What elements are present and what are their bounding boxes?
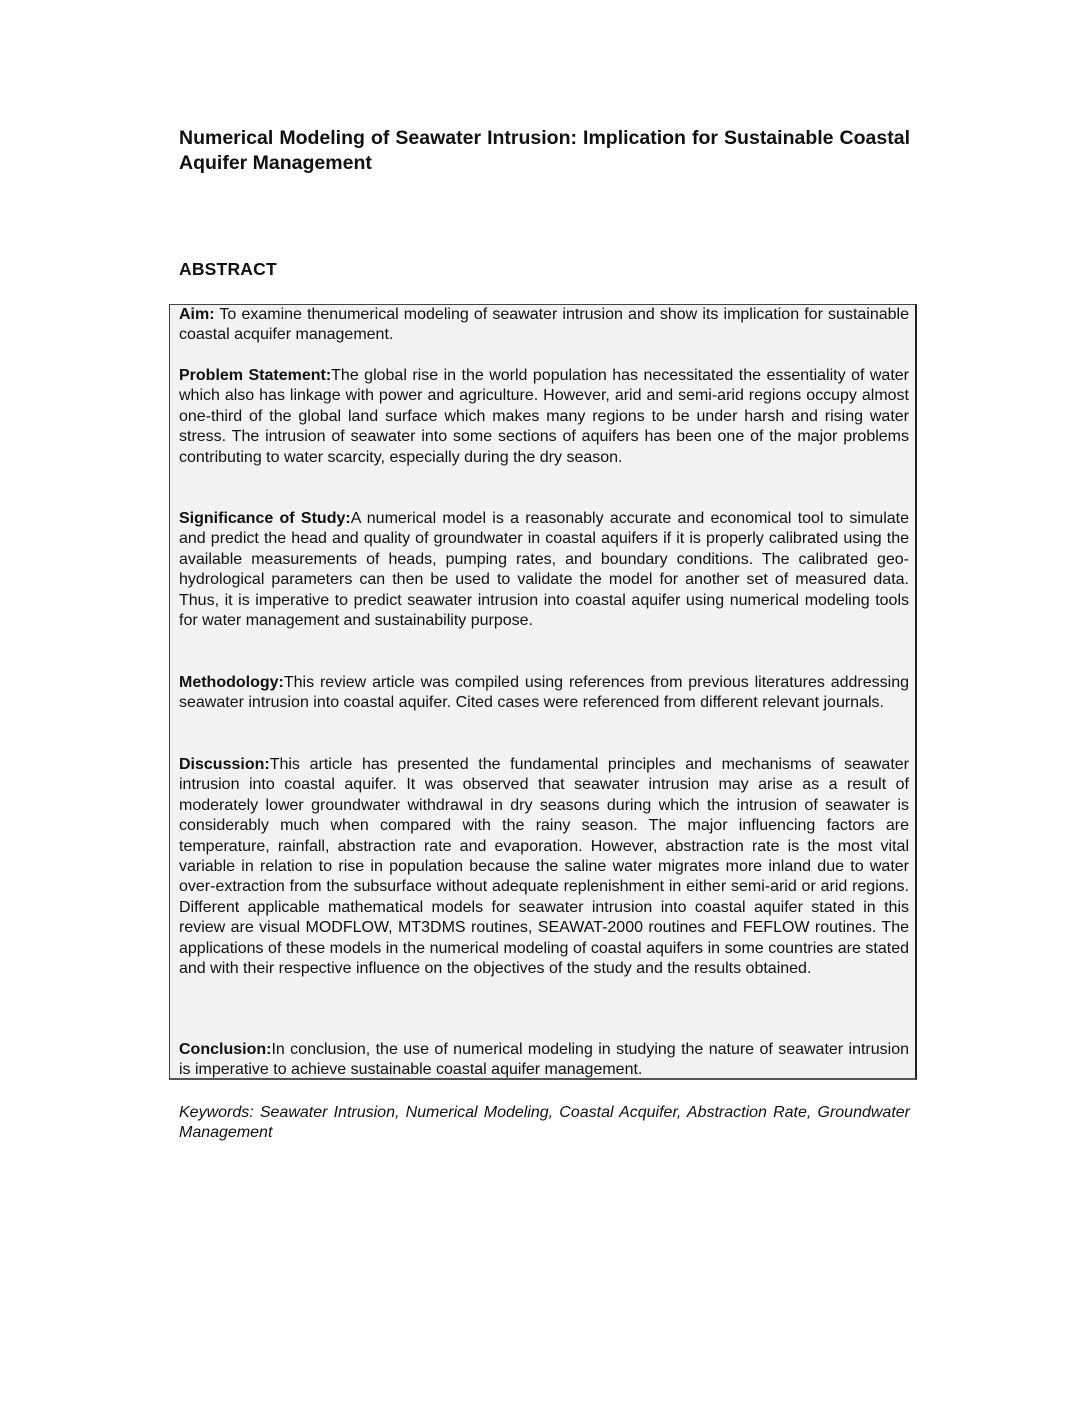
significance-label: Significance of Study:	[179, 510, 351, 527]
conclusion-label: Conclusion:	[179, 1041, 272, 1058]
abstract-heading: ABSTRACT	[179, 259, 277, 279]
abstract-box	[169, 304, 917, 1080]
methodology-text: This review article was compiled using references from previous literatures addressing seawater intrusion into coastal aquifer. Cited cases were referenced from different relevant journals.	[179, 674, 909, 712]
problem-statement-label: Problem Statement:	[179, 367, 332, 384]
problem-statement-text: The global rise in the world population has necessitated the essentiality of water which also has linkage with power and agriculture. However, arid and semi-arid regions occupy almost one-third of the global land surface which makes many regions to be under harsh and rising water stress. The intrusion of seawater into some sections of aquifers has been one of the major problems contributing to water scarcity, especially during the dry season.	[179, 367, 909, 466]
discussion-text: This article has presented the fundamental principles and mechanisms of seawater intrusion into coastal aquifer. It was observed that seawater intrusion may arise as a result of moderately lower groundwater withdrawal in dry seasons during which the intrusion of seawater is considerably much when compared with the rainy season. The major influencing factors are temperature, rainfall, abstraction rate and evaporation. However, abstraction rate is the most vital variable in relation to rise in population because the saline water migrates more inland due to water over-extraction from the subsurface without adequate replenishment in either semi-arid or arid regions. Different applicable mathematical models for seawater intrusion into coastal aquifer stated in this review are visual MODFLOW, MT3DMS routines, SEAWAT-2000 routines and FEFLOW routines. The applications of these models in the numerical modeling of coastal aquifers in some countries are stated and with their respective influence on the objectives of the study and the results obtained.	[179, 756, 909, 978]
abstract-conclusion	[179, 1040, 909, 1081]
paper-title: Numerical Modeling of Seawater Intrusion: Implication for Sustainable Coastal Aquifer Management	[179, 127, 910, 174]
abstract-discussion	[179, 755, 909, 979]
conclusion-text: In conclusion, the use of numerical modeling in studying the nature of seawater intrusion is imperative to achieve sustainable coastal aquifer management.	[179, 1041, 909, 1079]
aim-label: Aim:	[179, 306, 215, 323]
discussion-label: Discussion:	[179, 756, 270, 773]
significance-text: A numerical model is a reasonably accurate and economical tool to simulate and predict the head and quality of groundwater in coastal aquifers if it is properly calibrated using the available measurements of heads, pumping rates, and boundary conditions. The calibrated geo-hydrological parameters can then be used to validate the model for another set of measured data. Thus, it is imperative to predict seawater intrusion into coastal aquifer using numerical modeling tools for water management and sustainability purpose.	[179, 510, 910, 630]
abstract-problem-statement	[179, 366, 909, 468]
abstract-aim	[179, 305, 909, 346]
aim-text: To examine thenumerical modeling of seawater intrusion and show its implication for sustainable coastal acquifer management.	[179, 306, 909, 344]
abstract-methodology	[179, 673, 909, 714]
methodology-label: Methodology:	[179, 674, 284, 691]
abstract-significance	[179, 509, 909, 631]
keywords: Keywords: Seawater Intrusion, Numerical Modeling, Coastal Acquifer, Abstraction Rate, Groundwater Management	[179, 1104, 910, 1142]
